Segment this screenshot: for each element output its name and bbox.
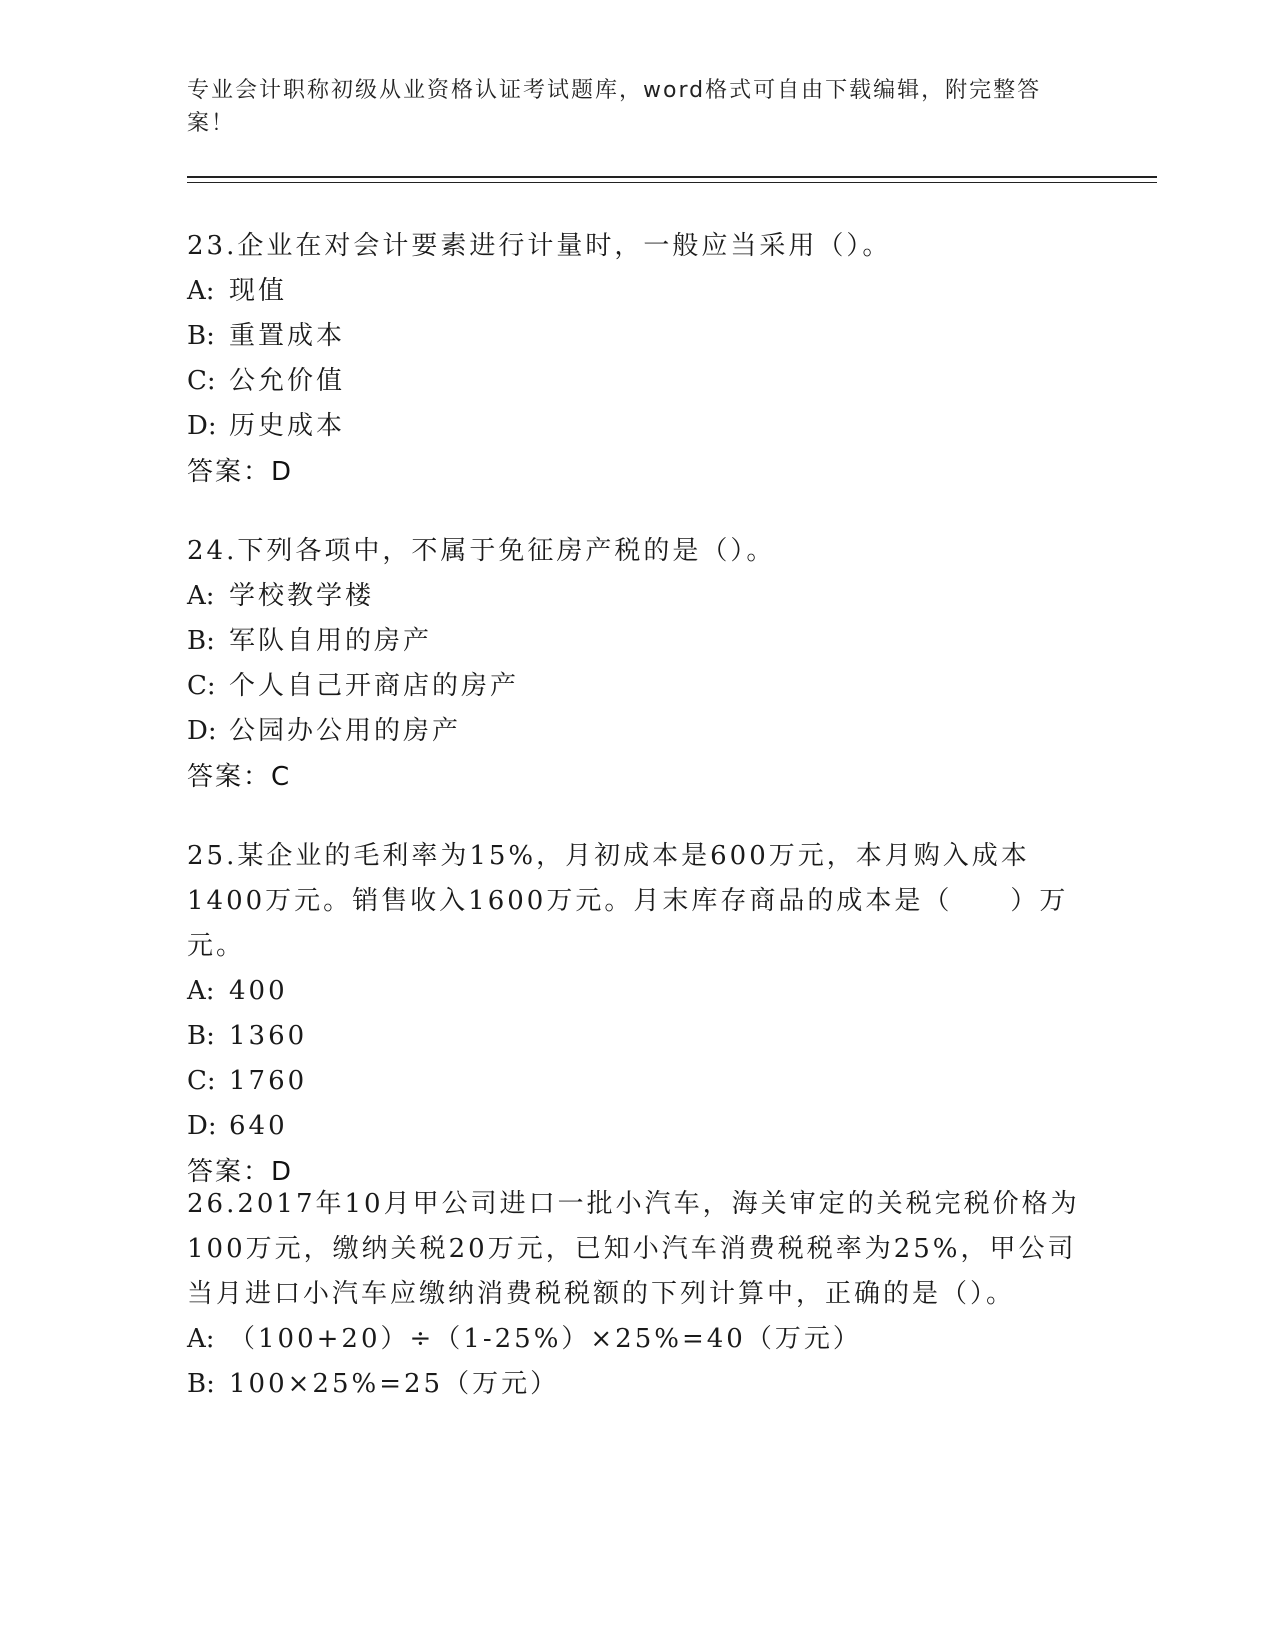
- option-b: [187, 619, 1087, 664]
- answer-value: C: [271, 762, 290, 792]
- answer-value: D: [271, 457, 292, 487]
- option-b: [187, 1014, 1087, 1059]
- option-letter: B:: [187, 1369, 215, 1399]
- option-c: [187, 1059, 1087, 1104]
- question-stem: 26.2017年10月甲公司进口一批小汽车，海关审定的关税完税价格为100万元，缴纳关税20万元，已知小汽车消费税税率为25%，甲公司当月进口小汽车应缴纳消费税税额的下列计算中，正确的是（）。: [187, 1189, 1080, 1309]
- option-text: 重置成本: [229, 321, 346, 351]
- option-letter: D:: [187, 1111, 217, 1141]
- answer: [187, 754, 1087, 800]
- document-intro: 专业会计职称初级从业资格认证考试题库，word格式可自由下载编辑，附完整答案！: [187, 78, 1042, 136]
- option-letter: C:: [187, 1066, 216, 1096]
- option-letter: B:: [187, 321, 215, 351]
- question-23: [187, 224, 1087, 495]
- option-letter: D:: [187, 411, 217, 441]
- option-b: [187, 1362, 1087, 1407]
- question-stem: 25.某企业的毛利率为15%，月初成本是600万元，本月购入成本1400万元。销售收入1600万元。月末库存商品的成本是（ ）万元。: [187, 841, 1069, 961]
- option-letter: A:: [187, 976, 215, 1006]
- option-letter: A:: [187, 1324, 215, 1354]
- option-c: [187, 359, 1087, 404]
- option-d: [187, 1104, 1087, 1149]
- option-text: 历史成本: [229, 411, 346, 441]
- option-text: （100+20）÷（1-25%）×25%=40（万元）: [229, 1324, 862, 1354]
- option-b: [187, 314, 1087, 359]
- question-24: [187, 529, 1087, 800]
- option-text: 现值: [229, 276, 288, 306]
- answer-label: 答案：: [187, 762, 272, 792]
- option-text: 100×25%=25（万元）: [229, 1369, 560, 1399]
- question-25: [187, 834, 1087, 1195]
- option-a: [187, 574, 1087, 619]
- option-d: [187, 404, 1087, 449]
- option-d: [187, 709, 1087, 754]
- option-c: [187, 664, 1087, 709]
- option-text: 个人自己开商店的房产: [229, 671, 520, 701]
- answer-value: D: [271, 1157, 292, 1187]
- option-letter: D:: [187, 716, 217, 746]
- option-letter: A:: [187, 581, 215, 611]
- option-text: 军队自用的房产: [229, 626, 433, 656]
- option-text: 公允价值: [229, 366, 346, 396]
- option-text: 学校教学楼: [229, 581, 375, 611]
- option-a: [187, 1317, 1087, 1362]
- option-a: [187, 269, 1087, 314]
- answer-label: 答案：: [187, 1157, 272, 1187]
- option-text: 1760: [229, 1066, 308, 1096]
- option-letter: B:: [187, 626, 215, 656]
- header-divider-thick: [187, 176, 1157, 178]
- option-a: [187, 969, 1087, 1014]
- option-letter: C:: [187, 366, 216, 396]
- header-divider-thin: [187, 182, 1157, 183]
- question-stem: 24.下列各项中，不属于免征房产税的是（）。: [187, 536, 776, 566]
- option-text: 640: [229, 1111, 288, 1141]
- option-letter: C:: [187, 671, 216, 701]
- option-text: 公园办公用的房产: [229, 716, 462, 746]
- option-text: 1360: [229, 1021, 308, 1051]
- question-stem: 23.企业在对会计要素进行计量时，一般应当采用（）。: [187, 231, 892, 261]
- answer-label: 答案：: [187, 457, 272, 487]
- answer: [187, 449, 1087, 495]
- option-text: 400: [229, 976, 288, 1006]
- question-26: [187, 1182, 1087, 1407]
- option-letter: A:: [187, 276, 215, 306]
- option-letter: B:: [187, 1021, 215, 1051]
